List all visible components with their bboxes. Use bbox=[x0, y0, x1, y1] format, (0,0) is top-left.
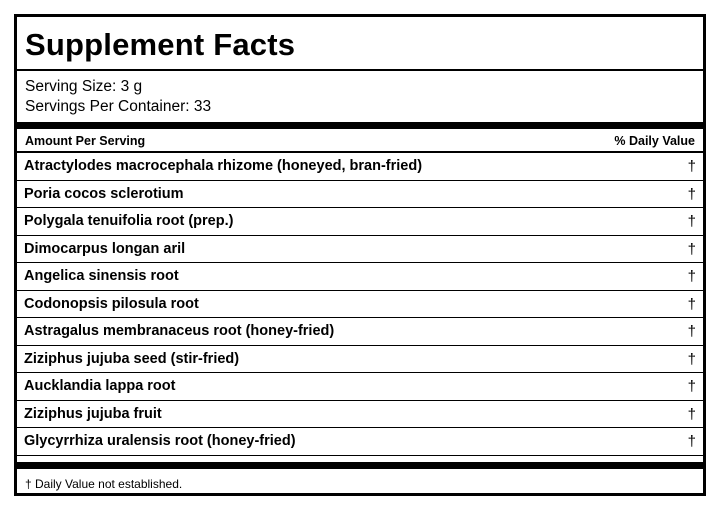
ingredient-name: Astragalus membranaceus root (honey-fried) bbox=[24, 323, 335, 339]
ingredient-row bbox=[17, 345, 703, 373]
ingredient-row bbox=[17, 152, 703, 180]
ingredient-name: Codonopsis pilosula root bbox=[24, 295, 199, 312]
daily-value-dagger: † bbox=[687, 268, 696, 285]
ingredient-name: Glycyrrhiza uralensis root (honey-fried) bbox=[24, 433, 296, 449]
footnote-divider bbox=[17, 462, 703, 469]
ingredient-name: Poria cocos sclerotium bbox=[24, 185, 184, 202]
daily-value-dagger: † bbox=[687, 323, 696, 340]
ingredient-name: Ziziphus jujuba fruit bbox=[24, 405, 162, 422]
supplement-facts-panel bbox=[14, 14, 706, 496]
serving-size: Serving Size: 3 g bbox=[25, 78, 143, 95]
daily-value-dagger: † bbox=[687, 350, 696, 368]
ingredient-row bbox=[17, 400, 703, 428]
footnote: † Daily Value not established. bbox=[25, 477, 183, 491]
daily-value-header: % Daily Value bbox=[614, 134, 695, 148]
daily-value-dagger: † bbox=[687, 158, 696, 175]
daily-value-dagger: † bbox=[687, 213, 696, 230]
title-divider bbox=[17, 69, 703, 71]
ingredient-row bbox=[17, 290, 703, 318]
daily-value-dagger: † bbox=[687, 185, 696, 203]
ingredient-row bbox=[17, 372, 703, 400]
daily-value-dagger: † bbox=[687, 433, 696, 450]
label-title: Supplement Facts bbox=[25, 27, 296, 62]
amount-per-serving-header: Amount Per Serving bbox=[25, 134, 146, 148]
ingredient-list bbox=[17, 152, 703, 455]
ingredient-name: Polygala tenuifolia root (prep.) bbox=[24, 213, 234, 229]
daily-value-dagger: † bbox=[687, 295, 696, 313]
ingredient-row bbox=[17, 427, 703, 455]
servings-per-container: Servings Per Container: 33 bbox=[25, 98, 212, 115]
ingredient-name: Angelica sinensis root bbox=[24, 268, 179, 284]
ingredient-row bbox=[17, 317, 703, 345]
ingredient-name: Atractylodes macrocephala rhizome (honeyed, bran-fried) bbox=[24, 158, 423, 174]
daily-value-dagger: † bbox=[687, 378, 696, 395]
ingredient-name: Ziziphus jujuba seed (stir-fried) bbox=[24, 350, 240, 367]
ingredient-row bbox=[17, 180, 703, 208]
ingredient-row bbox=[17, 262, 703, 290]
daily-value-dagger: † bbox=[687, 240, 696, 258]
list-end-divider bbox=[17, 455, 703, 456]
ingredient-name: Aucklandia lappa root bbox=[24, 378, 176, 394]
ingredient-row bbox=[17, 235, 703, 263]
ingredient-name: Dimocarpus longan aril bbox=[24, 240, 186, 257]
daily-value-dagger: † bbox=[687, 405, 696, 423]
serving-divider bbox=[17, 122, 703, 129]
ingredient-row bbox=[17, 207, 703, 235]
